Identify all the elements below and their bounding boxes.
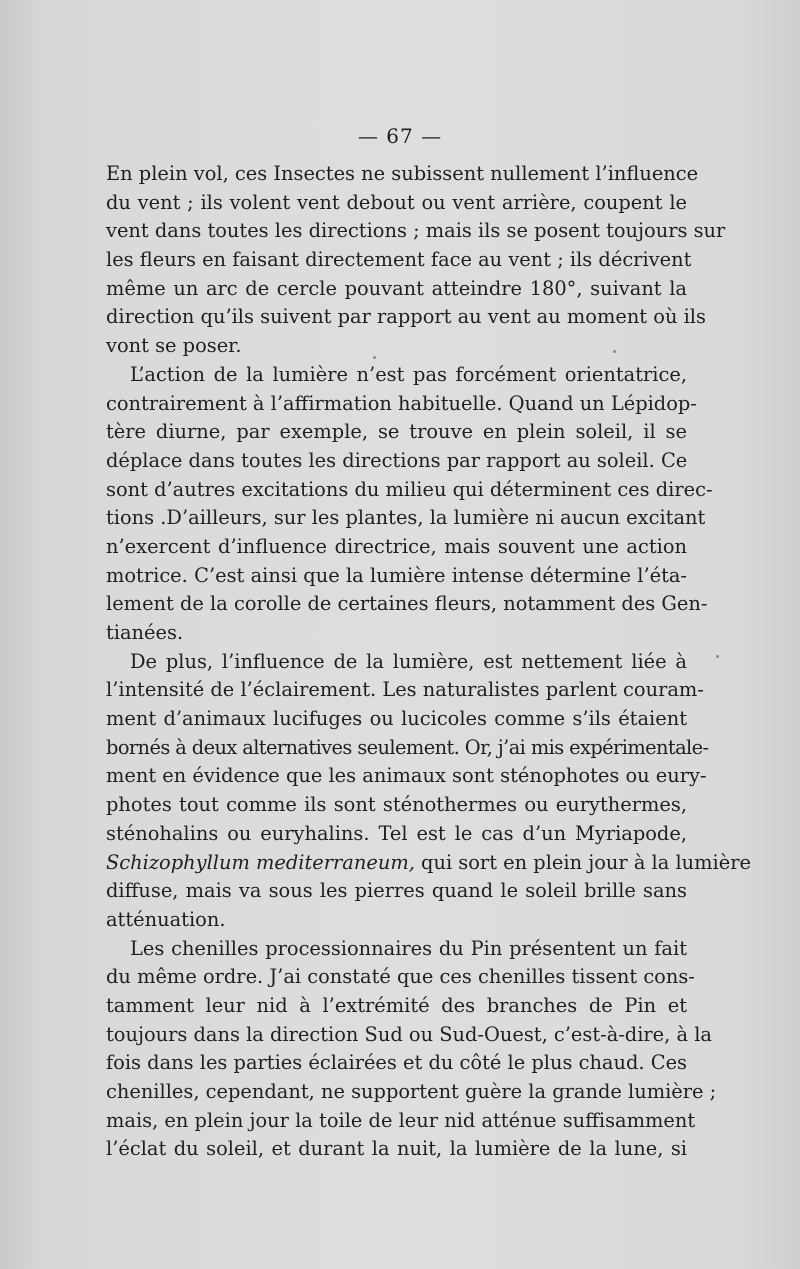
scan-speck: [613, 350, 616, 353]
text-line: tianées.: [106, 621, 184, 644]
text-line: fois dans les parties éclairées et du côté le plus chaud. Ces: [106, 1051, 687, 1075]
text-line: chenilles, cependant, ne supportent guère la grande lumière ;: [106, 1080, 717, 1103]
paragraph-4: [106, 935, 717, 1165]
text-line: Les chenilles processionnaires du Pin présentent un fait: [130, 936, 687, 960]
text-line: toujours dans la direction Sud ou Sud-Ouest, c’est-à-dire, à la: [106, 1022, 712, 1046]
text-line: tamment leur nid à l’extrémité des branches de Pin et: [106, 993, 687, 1017]
text-line: ment d’animaux lucifuges ou lucicoles comme s’ils étaient: [106, 707, 687, 731]
text-line: motrice. C’est ainsi que la lumière intense détermine l’éta-: [106, 563, 687, 587]
text-line: photes tout comme ils sont sténothermes ou eurythermes,: [106, 793, 687, 817]
paragraph-2: [106, 361, 713, 648]
text-line: sténohalins ou euryhalins. Tel est le cas d’un Myriapode,: [106, 821, 687, 845]
text-line: l’intensité de l’éclairement. Les naturalistes parlent couram-: [106, 678, 704, 702]
text-line: mais, en plein jour la toile de leur nid atténue suffisamment: [106, 1108, 696, 1132]
text-line: lement de la corolle de certaines fleurs, notamment des Gen-: [106, 592, 708, 616]
text-line: L’action de la lumière n’est pas forcément orientatrice,: [130, 362, 687, 386]
scan-speck: [373, 356, 376, 359]
text-line: vent dans toutes les directions ; mais ils se posent toujours sur: [106, 219, 726, 243]
text-line: diffuse, mais va sous les pierres quand le soleil brille sans: [106, 879, 687, 903]
text-line: direction qu’ils suivent par rapport au vent au moment où ils: [106, 305, 706, 329]
text-line: ment en évidence que les animaux sont sténophotes ou eury-: [106, 764, 707, 788]
text-line: du même ordre. J’ai constaté que ces chenilles tissent cons-: [106, 965, 695, 989]
page-number: — 67 —: [357, 124, 443, 148]
paragraph-1: [106, 160, 726, 361]
text-line: même un arc de cercle pouvant atteindre 180°, suivant la: [106, 276, 687, 300]
text-line: les fleurs en faisant directement face au vent ; ils décrivent: [106, 248, 692, 272]
text-line: bornés à deux alternatives seulement. Or, j’ai mis expérimentale-: [106, 735, 709, 759]
text-line: vont se poser.: [106, 334, 242, 358]
text-line: tions .D’ailleurs, sur les plantes, la lumière ni aucun excitant: [106, 506, 706, 530]
text-line-species: [106, 849, 751, 878]
species-name: Schizophyllum mediterraneum,: [106, 850, 415, 874]
body-text: [106, 160, 751, 1164]
text-line: En plein vol, ces Insectes ne subissent nullement l’influence: [106, 162, 699, 185]
paragraph-3: [106, 648, 751, 935]
text-line: De plus, l’influence de la lumière, est nettement liée à: [130, 649, 687, 673]
text-line: déplace dans toutes les directions par rapport au soleil. Ce: [106, 448, 688, 472]
scan-speck: [716, 655, 719, 658]
text-line: atténuation.: [106, 907, 226, 931]
text-line: du vent ; ils volent vent debout ou vent arrière, coupent le: [106, 190, 687, 214]
species-line-rest: qui sort en plein jour à la lumière: [414, 850, 751, 874]
text-line: contrairement à l’affirmation habituelle. Quand un Lépidop-: [106, 391, 697, 415]
text-line: sont d’autres excitations du milieu qui déterminent ces direc-: [106, 477, 713, 501]
text-line: n’exercent d’influence directrice, mais souvent une action: [106, 534, 687, 558]
text-line: l’éclat du soleil, et durant la nuit, la lumière de la lune, si: [106, 1137, 687, 1161]
text-line: tère diurne, par exemple, se trouve en plein soleil, il se: [106, 420, 687, 444]
